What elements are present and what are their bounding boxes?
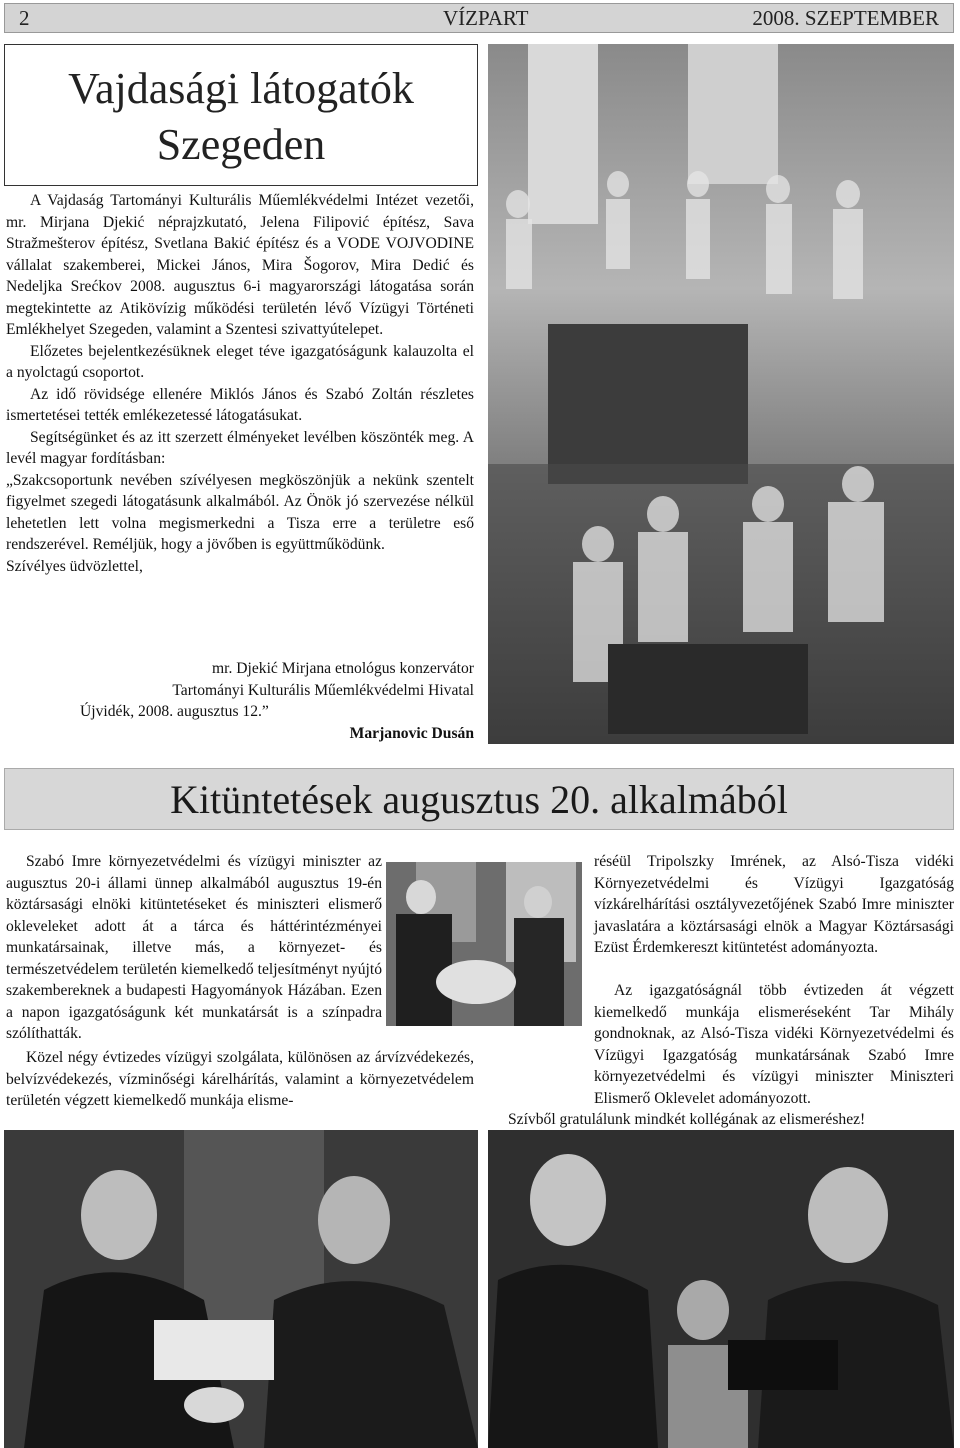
article2-paragraph: Szabó Imre környezetvédelmi és vízügyi miniszter az augusztus 20-i állami ünnep alkalmából augusztus 19-én köztársasági elnöki kitüntetéseket és miniszteri elismerő okleveleket adott át a tárca és háttérintézményei munkatársainak, illetve más, a környezet- és természetvédelem területén kiemelkedő teljesítményt nyújtó szakembereknek a budapesti Hagyományok Házában. Ezen a napon igazgatóságunk két munkatársát is a színpadra szólíthatták. [6,853,382,1042]
page-header [4,3,954,33]
article1-paragraph: Segítségünket és az itt szerzett élményeket levélben köszönték meg. A levél magyar fordításban: [6,428,474,467]
visitors-group-photo [488,44,954,744]
award-handover-photo-right [488,1130,954,1448]
article2-col1-bottom [6,1047,474,1112]
article2-paragraph: Közel négy évtizedes vízügyi szolgálata, különösen az árvízvédekezés, belvízvédekezés, vízminőségi kárelhárítás, valamint a környezetvédelem területén végzett kiemelkedő munkája elisme- [6,1049,474,1109]
article2-title: Kitüntetések augusztus 20. alkalmából [170,777,788,822]
issue-date: 2008. SZEPTEMBER [752,6,939,30]
article1-paragraph: A Vajdaság Tartományi Kulturális Műemlékvédelmi Intézet vezetői, mr. Mirjana Djekić néprajzkutató, Jelena Filipović építész, Sava Stražmešterov építész, Svetlana Bakić építész és a VODE VOJVODINE vállalat szakemberei, Mickei János, Mira Šogorov, Mira Dedić és Nedeljka Srećkov 2008. augusztus 6-i magyarországi látogatása során megtekintette az Atikövízig működési területén lévő Vízügyi Történeti Emlékhelyet Szegeden, valamint a Szentesi szivattyútelepet. [6,192,474,338]
article2-col1-top [6,851,382,1045]
publication-name: VÍZPART [443,6,529,30]
article1-letter: „Szakcsoportunk nevében szívélyesen megköszönjük a nekünk szentelt figyelmet szegedi látogatásunk alkalmából. Az Önök jó szervezése nélkül lehetetlen lett volna megismerkedni a Tisza erre a területre eső rendszerével. Reméljük, hogy a jövőben is együttműködünk. [6,471,474,553]
article1-paragraph: Az idő rövidsége ellenére Miklós János és Szabó Zoltán részletes ismertetései tették emlékezetessé látogatásukat. [6,385,474,424]
signature-line: Tartományi Kulturális Műemlékvédelmi Hivatal [172,681,474,699]
article2-col2-bottom [488,980,954,1131]
article1-title-line2: Szegeden [156,120,326,169]
signature-place-date: Újvidék, 2008. augusztus 12.” [80,703,269,720]
page-number: 2 [19,6,30,30]
signature-line: mr. Djekić Mirjana etnológus konzervátor [212,660,474,677]
article2-paragraph: Az igazgatóságnál több évtizeden át végzett kiemelkedő munkája elismeréseként Tar Mihály gondnoknak, az Alsó-Tisza vidéki Környezetvédelmi és Vízügyi Igazgatóság munkatársának Szabó Imre környezetvédelmi és vízügyi miniszter Miniszteri Elismerő Oklevelet adományozott. [594,982,954,1107]
article1-greeting: Szívélyes üdvözlettel, [6,557,143,575]
article1-paragraph: Előzetes bejelentkezésüknek eleget téve igazgatóságunk kalauzolta el a nyolctagú csoportot. [6,342,474,381]
article1-body [6,190,474,577]
article1-title-box [4,44,478,186]
article2-title-banner [4,768,954,830]
article2-closing: Szívből gratulálunk mindkét kollégának az elismeréshez! [508,1111,866,1128]
article1-title-line1: Vajdasági látogatók [68,64,414,113]
article2-col2-top [594,851,954,959]
article1-author: Marjanovic Dusán [349,724,474,742]
article2-paragraph: réséül Tripolszky Imrének, az Alsó-Tisza vidéki Környezetvédelmi és Vízügyi Igazgatóság vízkárelhárítási osztályvezetőjének Szabó Imre miniszter javaslatára a köztársasági elnök a Magyar Köztársasági Ezüst Érdemkereszt kitüntetést adományozta. [594,853,954,956]
award-handover-photo-left [4,1130,478,1448]
article1-signature [6,658,474,744]
